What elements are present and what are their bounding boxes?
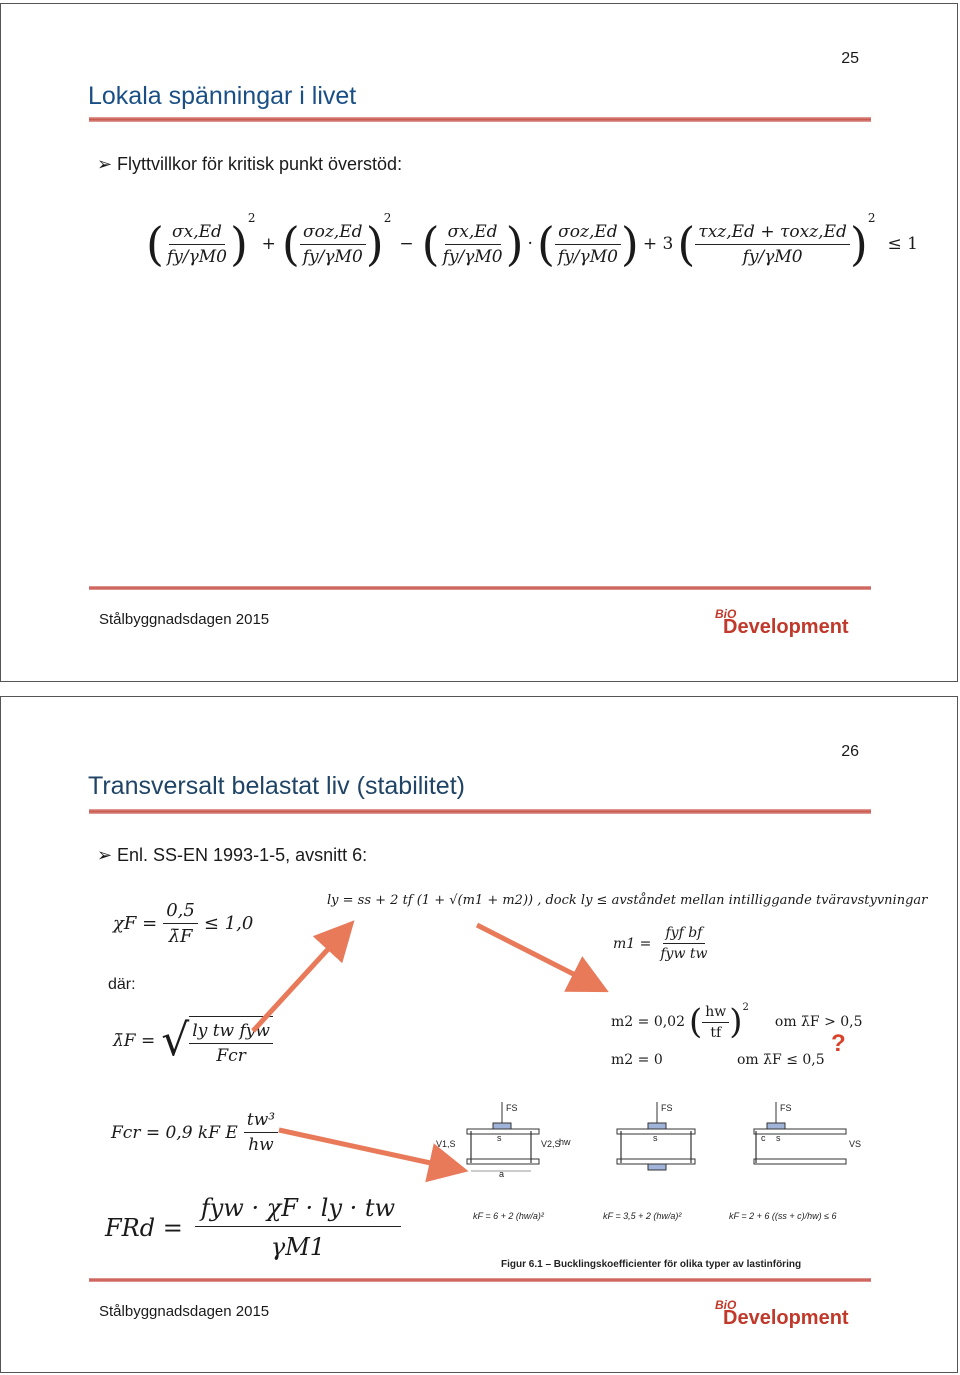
ly-formula: ly = ss + 2 tf (1 + √(m1 + m2)) , dock ly ≤ avståndet mellan intilliggande tväravstyvningar (327, 893, 928, 908)
svg-text:V2,S: V2,S (541, 1139, 561, 1149)
term1-denominator: fy/γM0 (166, 246, 227, 267)
page-number: 26 (841, 743, 859, 760)
logo-icon (713, 604, 863, 638)
footer-text: Stålbyggnadsdagen 2015 (99, 611, 270, 628)
svg-text:FS: FS (780, 1103, 792, 1113)
sqrt-icon: √ (161, 1015, 190, 1066)
svg-text:Development: Development (723, 1307, 849, 1329)
m1-formula: m1 = $\frac{\text{fyf bf}}{\text{fyw tw}}$ (613, 925, 708, 962)
arrow-to-figure-icon (279, 1130, 449, 1167)
fcr-formula: Fcr = 0,9 kF E $\frac{\text{tw³}}{hw}$ (111, 1110, 278, 1155)
figure-caption: Figur 6.1 – Bucklingskoefficienter för olika typer av lastinföring (501, 1259, 802, 1270)
bullet-text: Flyttvillkor för kritisk punkt överstöd: (117, 154, 403, 174)
svg-text:s: s (653, 1133, 658, 1143)
lambda-formula: λ̄F = √ $\frac{\text{ly tw fyw}}{\text{Fcr}}$ (113, 1015, 273, 1066)
kf-formula-b: kF = 3,5 + 2 (hw/a)² (603, 1211, 682, 1221)
kf-formula-c: kF = 2 + 6 ((ss + c)/hw) ≤ 6 (729, 1211, 837, 1221)
term2-denominator: fy/γM0 (302, 246, 363, 267)
frd-formula: FRd = $\frac{\text{fyw · χF · ly · tw}}{\gamma M1}$ (105, 1194, 401, 1261)
arrow-to-m-icon (477, 925, 591, 983)
term5-numerator: τxz,Ed + τoxz,Ed (695, 222, 850, 245)
svg-text:Development: Development (723, 616, 849, 638)
m2-formula-1: m2 = 0,02 ( $\frac{hw}{tf}$ ) $^2$ om λ̄F > 0,5 (611, 1002, 863, 1042)
question-mark: ? (831, 1030, 846, 1057)
footer-text: Stålbyggnadsdagen 2015 (99, 1303, 270, 1320)
page-number: 25 (841, 50, 859, 67)
bullet-arrow-icon: ➢ (97, 154, 113, 174)
kf-formula-a: kF = 6 + 2 (hw/a)² (473, 1211, 544, 1221)
svg-text:s: s (497, 1133, 502, 1143)
term5-denominator: fy/γM0 (742, 246, 803, 267)
svg-text:BiO: BiO (715, 1298, 737, 1312)
figure-case-b (617, 1102, 695, 1170)
svg-text:FS: FS (506, 1103, 518, 1113)
title-rule (89, 117, 871, 122)
svg-text:V1,S: V1,S (436, 1139, 456, 1149)
svg-text:VS: VS (849, 1139, 862, 1149)
bullet-item (97, 154, 402, 175)
term4-numerator: σoz,Ed (555, 222, 621, 245)
slide-25 (0, 3, 958, 682)
term3-numerator: σx,Ed (445, 222, 501, 245)
slide-title: Transversalt belastat liv (stabilitet) (88, 772, 465, 800)
figure-case-c (754, 1102, 861, 1164)
logo-icon (713, 1295, 863, 1329)
term3-denominator: fy/γM0 (442, 246, 503, 267)
figure-case-a (436, 1102, 571, 1179)
dar-label: där: (108, 976, 136, 993)
term1-numerator: σx,Ed (169, 222, 225, 245)
svg-text:FS: FS (661, 1103, 673, 1113)
term2-numerator: σoz,Ed (300, 222, 366, 245)
svg-text:c: c (761, 1133, 766, 1143)
m2-formula-2: m2 = 0 om λ̄F ≤ 0,5 (611, 1052, 825, 1068)
leq-one: ≤ 1 (887, 234, 918, 254)
svg-text:s: s (776, 1133, 781, 1143)
bullet-arrow-icon: ➢ (97, 845, 113, 865)
footer-rule (89, 1278, 871, 1282)
svg-text:a: a (499, 1169, 505, 1179)
slide-26 (0, 696, 958, 1373)
term4-denominator: fy/γM0 (557, 246, 618, 267)
svg-text:hw: hw (559, 1137, 571, 1147)
arrow-to-ly-icon (253, 935, 341, 1031)
bio-development-logo (713, 1295, 863, 1334)
yield-formula: ( $\frac{\sigma x,Ed}{fy/\gamma M0}$ ) $^2$ + ( $\frac{\text{σoz,Ed}}{fy/\gamma M0}$ ) $^2$ − ( $\frac{\sigma x,Ed}{fy/\gamma M0}$ ) · ( $\frac{\text{σoz,Ed}}{fy/\gamma M0}$ ) + 3 ( $\frac{\text{τxz,Ed + τoxz,Ed}}{fy/\gamma M0}$ ) $^2$ ≤ 1 (146, 211, 918, 271)
footer-rule (89, 586, 871, 590)
slide-title: Lokala spänningar i livet (88, 82, 357, 110)
chi-formula: χF = $\frac{0,5}{\lambdāF}$ ≤ 1,0 (113, 900, 254, 947)
bio-development-logo (713, 604, 863, 643)
svg-text:BiO: BiO (715, 607, 737, 621)
buckling-figure (431, 1097, 881, 1277)
bullet-text: Enl. SS-EN 1993-1-5, avsnitt 6: (117, 845, 368, 865)
